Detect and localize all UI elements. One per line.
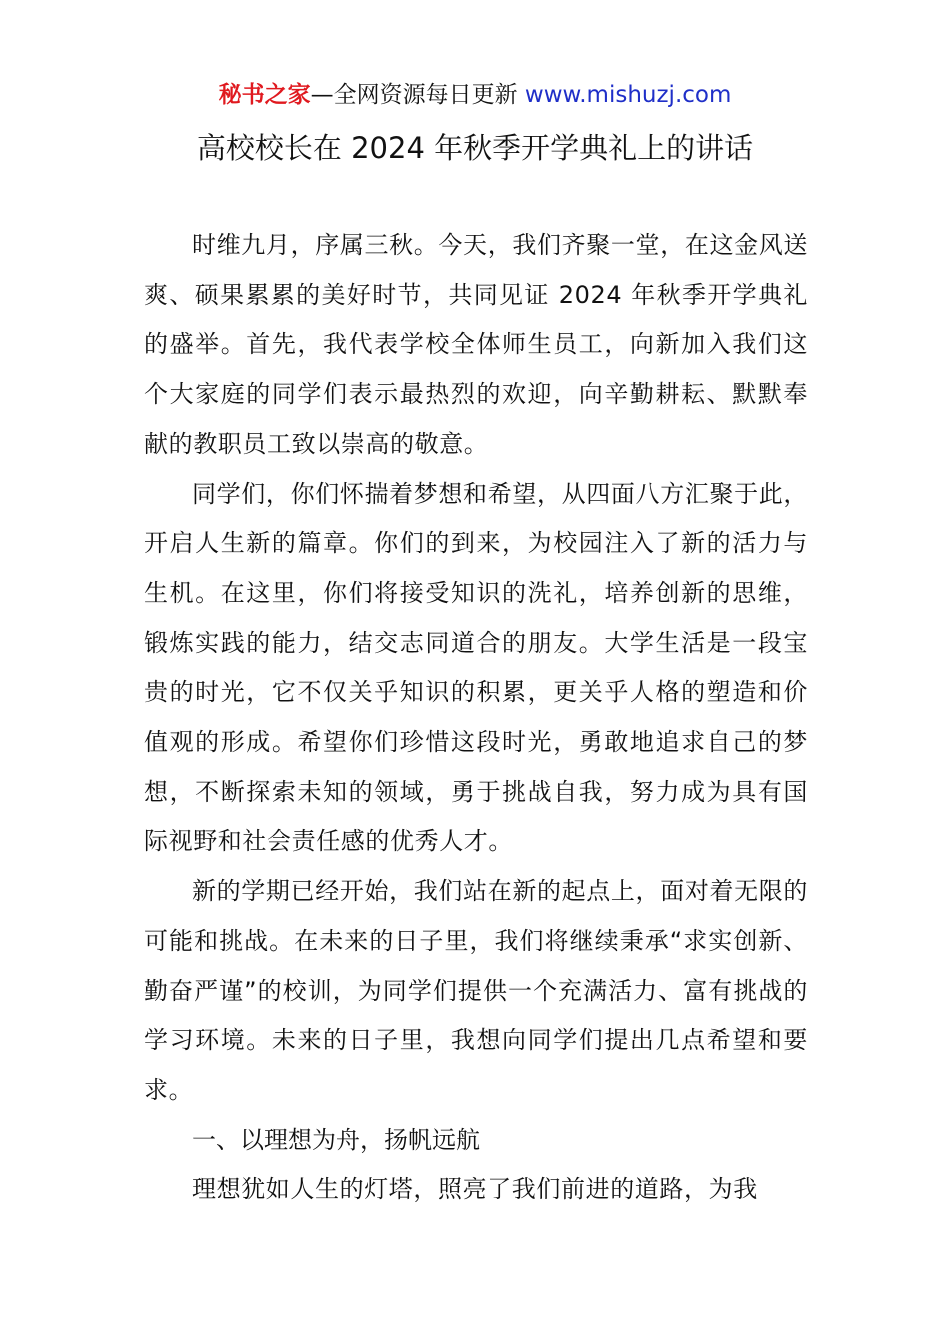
paragraph: 理想犹如人生的灯塔，照亮了我们前进的道路，为我	[192, 1175, 758, 1204]
paragraph: 同学们，你们怀揣着梦想和希望，从四面八方汇聚于此，开启人生新的篇章。你们的到来，为校园注入了新的活力与生机。在这里，你们将接受知识的洗礼，培养创新的思维，锻炼实践的能力，结交志同道合的朋友。大学生活是一段宝贵的时光，它不仅关乎知识的积累，更关乎人格的塑造和价值观的形成。希望你们珍惜这段时光，勇敢地追求自己的梦想，不断探索未知的领域，勇于挑战自我，努力成为具有国际视野和社会责任感的优秀人才。	[144, 479, 808, 856]
site-url-link[interactable]: www.mishuzj.com	[524, 82, 732, 108]
document-title: 高校校长在 2024 年秋季开学典礼上的讲话	[196, 131, 754, 165]
paragraph: 时维九月，序属三秋。今天，我们齐聚一堂，在这金风送爽、硕果累累的美好时节，共同见证 2024 年秋季开学典礼的盛举。首先，我代表学校全体师生员工，向新加入我们这个大家庭的同学们表示最热烈的欢迎，向辛勤耕耘、默默奉献的教职员工致以崇高的敬意。	[144, 231, 808, 458]
section-heading: 一、以理想为舟，扬帆远航	[192, 1125, 480, 1154]
paragraph: 新的学期已经开始，我们站在新的起点上，面对着无限的可能和挑战。在未来的日子里，我们将继续秉承“求实创新、勤奋严谨”的校训，为同学们提供一个充满活力、富有挑战的学习环境。未来的日子里，我想向同学们提出几点希望和要求。	[144, 877, 808, 1104]
header-tagline: —全网资源每日更新	[310, 82, 518, 108]
document-body	[144, 221, 808, 1215]
site-header	[0, 78, 950, 112]
brand-name: 秘书之家	[218, 82, 311, 108]
